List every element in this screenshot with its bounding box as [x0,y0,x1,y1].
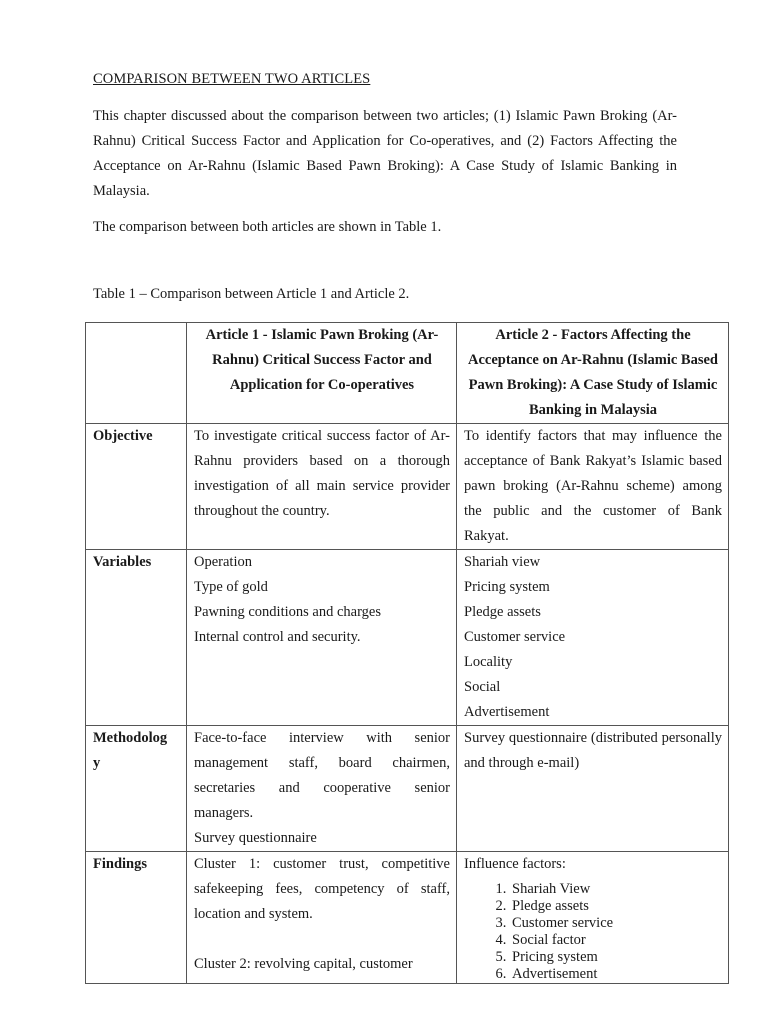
header-article1: Article 1 - Islamic Pawn Broking (Ar-Rahnu) Critical Success Factor and Application for Co-operatives [187,323,457,424]
findings-cluster1: Cluster 1: customer trust, competitive safekeeping fees, competency of staff, location and system. [194,856,450,922]
variable-item: Internal control and security. [194,629,361,645]
variable-item: Pawning conditions and charges [194,604,381,620]
row-label-findings: Findings [86,852,187,984]
table-row-variables [86,550,729,726]
row-label-objective: Objective [86,424,187,550]
row-label-methodology [86,726,187,852]
intro-paragraph: This chapter discussed about the comparison between two articles; (1) Islamic Pawn Broking (Ar-Rahnu) Critical Success Factor and Application for Co-operatives, and (2) Factors Affecting the Acceptance on Ar-Rahnu (Islamic Based Pawn Broking): A Case Study of Islamic Banking in Malaysia. [93,108,677,199]
methodology-label-part2: y [93,755,101,771]
variables-article1 [187,550,457,726]
list-item: 4. Social factor [510,932,722,949]
table-row-findings [86,852,729,984]
variable-item: Locality [464,654,513,670]
list-item: 2. Pledge assets [510,898,722,915]
variables-article2 [457,550,729,726]
objective-article1: To investigate critical success factor of Ar-Rahnu providers based on a thorough investigation of all main service provider throughout the country. [187,424,457,550]
findings-intro: Influence factors: [464,856,566,872]
spacer [194,927,450,952]
document-heading: COMPARISON BETWEEN TWO ARTICLES [93,71,371,87]
table-row-methodology [86,726,729,852]
header-article2: Article 2 - Factors Affecting the Acceptance on Ar-Rahnu (Islamic Based Pawn Broking): A Case Study of Islamic Banking in Malaysia [457,323,729,424]
methodology-label-part1: Methodolog [93,730,168,746]
table-header-row [86,323,729,424]
comparison-table [85,322,729,984]
findings-article2 [457,852,729,984]
variable-item: Social [464,679,501,695]
header-empty-cell [86,323,187,424]
influence-factors-list [464,881,722,983]
row-label-variables: Variables [86,550,187,726]
methodology-article1 [187,726,457,852]
variable-item: Pricing system [464,579,550,595]
findings-article1 [187,852,457,984]
methodology-article1-extra: Survey questionnaire [194,830,317,846]
list-item: 3. Customer service [510,915,722,932]
objective-article2: To identify factors that may influence the acceptance of Bank Rakyat’s Islamic based pawn broking (Ar-Rahnu scheme) among the public and the customer of Bank Rakyat. [457,424,729,550]
findings-cluster2: Cluster 2: revolving capital, customer [194,956,413,972]
list-item: 1. Shariah View [510,881,722,898]
table-caption: Table 1 – Comparison between Article 1 and Article 2. [93,286,410,302]
table-row-objective [86,424,729,550]
list-item: 5. Pricing system [510,949,722,966]
variable-item: Type of gold [194,579,268,595]
variable-item: Customer service [464,629,566,645]
variable-item: Advertisement [464,704,550,720]
variable-item: Shariah view [464,554,541,570]
variable-item: Operation [194,554,252,570]
variable-item: Pledge assets [464,604,541,620]
methodology-article2: Survey questionnaire (distributed personally and through e-mail) [457,726,729,852]
list-item: 6. Advertisement [510,966,722,983]
table-reference-paragraph: The comparison between both articles are shown in Table 1. [93,219,442,235]
methodology-article1-text: Face-to-face interview with senior management staff, board chairmen, secretaries and cooperative senior managers. [194,730,450,821]
